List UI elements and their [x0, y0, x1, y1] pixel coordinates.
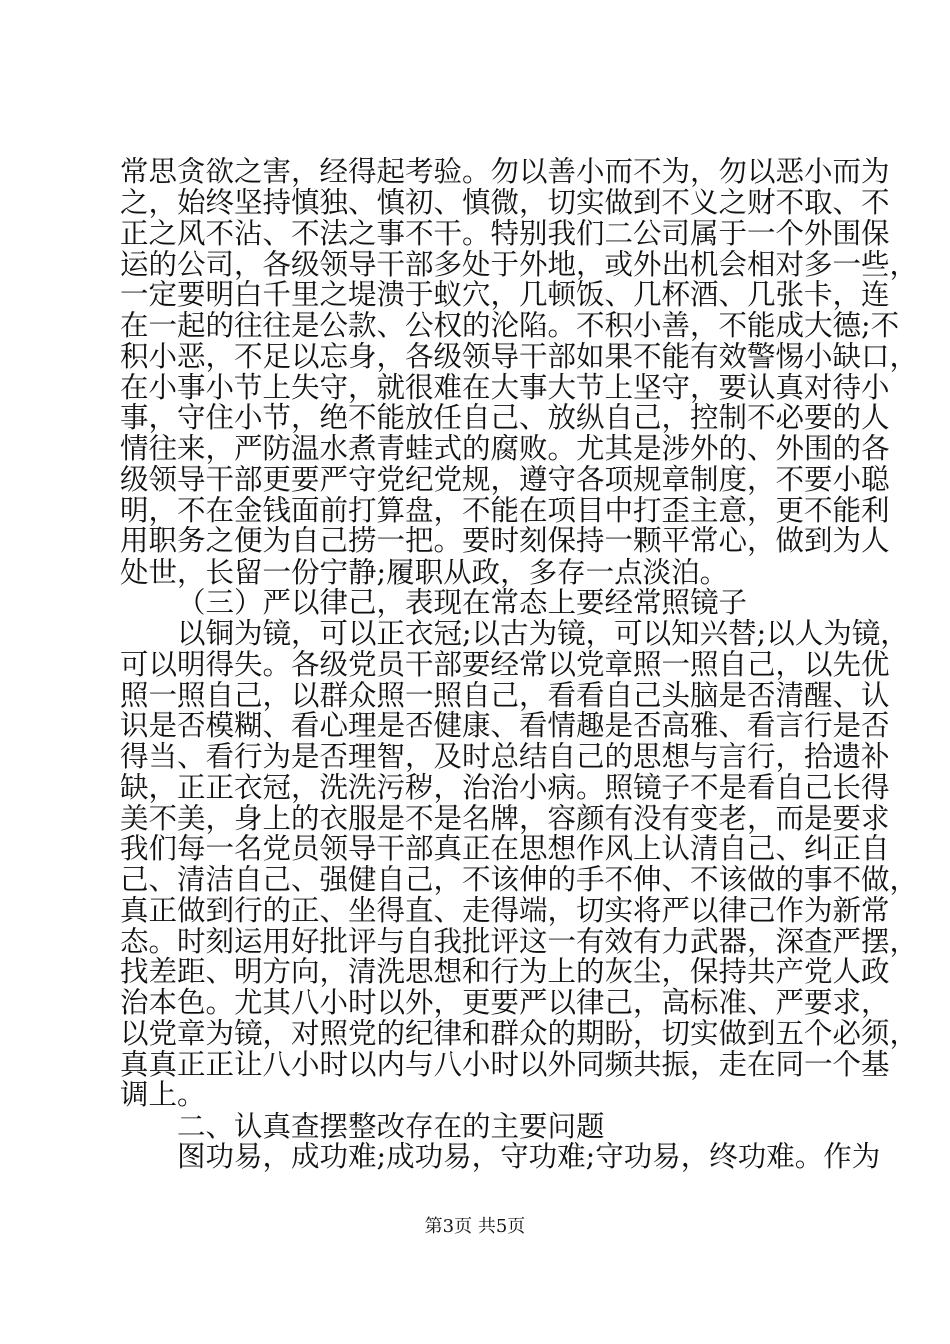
- text-line: 用职务之便为自己捞一把。要时刻保持一颗平常心，做到为人: [120, 524, 890, 557]
- text-line: 处世，长留一份宁静;履职从政，多存一点淡泊。: [120, 556, 729, 589]
- text-line: 照一照自己，以群众照一照自己，看看自己头脑是否清醒、认: [120, 679, 890, 712]
- text-line: 治本色。尤其八小时以外，更要严以律己，高标准、严要求，: [120, 986, 890, 1019]
- text-line: 美不美，身上的衣服是不是名牌，容颜有没有变老，而是要求: [120, 802, 890, 835]
- text-line: 一定要明白千里之堤溃于蚁穴，几顿饭、几杯酒、几张卡，连: [120, 278, 890, 311]
- text-line: 事，守住小节，绝不能放任自己、放纵自己，控制不必要的人: [120, 401, 890, 434]
- text-line: 找差距、明方向，清洗思想和行为上的灰尘，保持共产党人政: [120, 955, 890, 988]
- text-line: 我们每一名党员领导干部真正在思想作风上认清自己、纠正自: [120, 832, 890, 865]
- page-number-footer: 第3页 共5页: [424, 1216, 526, 1237]
- text-line: 可以明得失。各级党员干部要经常以党章照一照自己，以先优: [120, 648, 890, 681]
- section-heading: 二、认真查摆整改存在的主要问题: [177, 1110, 605, 1143]
- text-line: 图功易，成功难;成功易，守功难;守功易，终功难。作为: [177, 1140, 881, 1173]
- text-line: 明，不在金钱面前打算盘，不能在项目中打歪主意，更不能利: [120, 494, 890, 527]
- text-line: 缺，正正衣冠，洗洗污秽，治治小病。照镜子不是看自己长得: [120, 771, 890, 804]
- text-line: 情往来，严防温水煮青蛙式的腐败。尤其是涉外的、外围的各: [120, 432, 890, 465]
- text-line: 得当、看行为是否理智，及时总结自己的思想与言行，拾遗补: [120, 740, 890, 773]
- text-line: 在一起的往往是公款、公权的沦陷。不积小善，不能成大德;不: [120, 309, 900, 342]
- text-line: 在小事小节上失守，就很难在大事大节上坚守，要认真对待小: [120, 371, 890, 404]
- text-line: 己、清洁自己、强健自己，不该伸的手不伸、不该做的事不做，: [120, 863, 919, 896]
- text-line: 常思贪欲之害，经得起考验。勿以善小而不为，勿以恶小而为: [120, 155, 890, 188]
- section-heading: （三）严以律己，表现在常态上要经常照镜子: [177, 586, 748, 619]
- text-line: 识是否模糊、看心理是否健康、看情趣是否高雅、看言行是否: [120, 709, 890, 742]
- text-line: 积小恶，不足以忘身，各级领导干部如果不能有效警惕小缺口，: [120, 340, 919, 373]
- text-line: 运的公司，各级领导干部多处于外地，或外出机会相对多一些，: [120, 248, 919, 281]
- text-line: 调上。: [120, 1078, 206, 1111]
- text-line: 正之风不沾、不法之事不干。特别我们二公司属于一个外围保: [120, 217, 890, 250]
- text-line: 真真正正让八小时以内与八小时以外同频共振，走在同一个基: [120, 1048, 890, 1081]
- text-line: 之，始终坚持慎独、慎初、慎微，切实做到不义之财不取、不: [120, 186, 890, 219]
- text-line: 以铜为镜，可以正衣冠;以古为镜，可以知兴替;以人为镜，: [177, 617, 909, 650]
- text-line: 真正做到行的正、坐得直、走得端，切实将严以律己作为新常: [120, 894, 890, 927]
- text-line: 级领导干部更要严守党纪党规，遵守各项规章制度，不要小聪: [120, 463, 890, 496]
- text-line: 以党章为镜，对照党的纪律和群众的期盼，切实做到五个必须，: [120, 1017, 919, 1050]
- text-line: 态。时刻运用好批评与自我批评这一有效有力武器，深查严摆，: [120, 925, 919, 958]
